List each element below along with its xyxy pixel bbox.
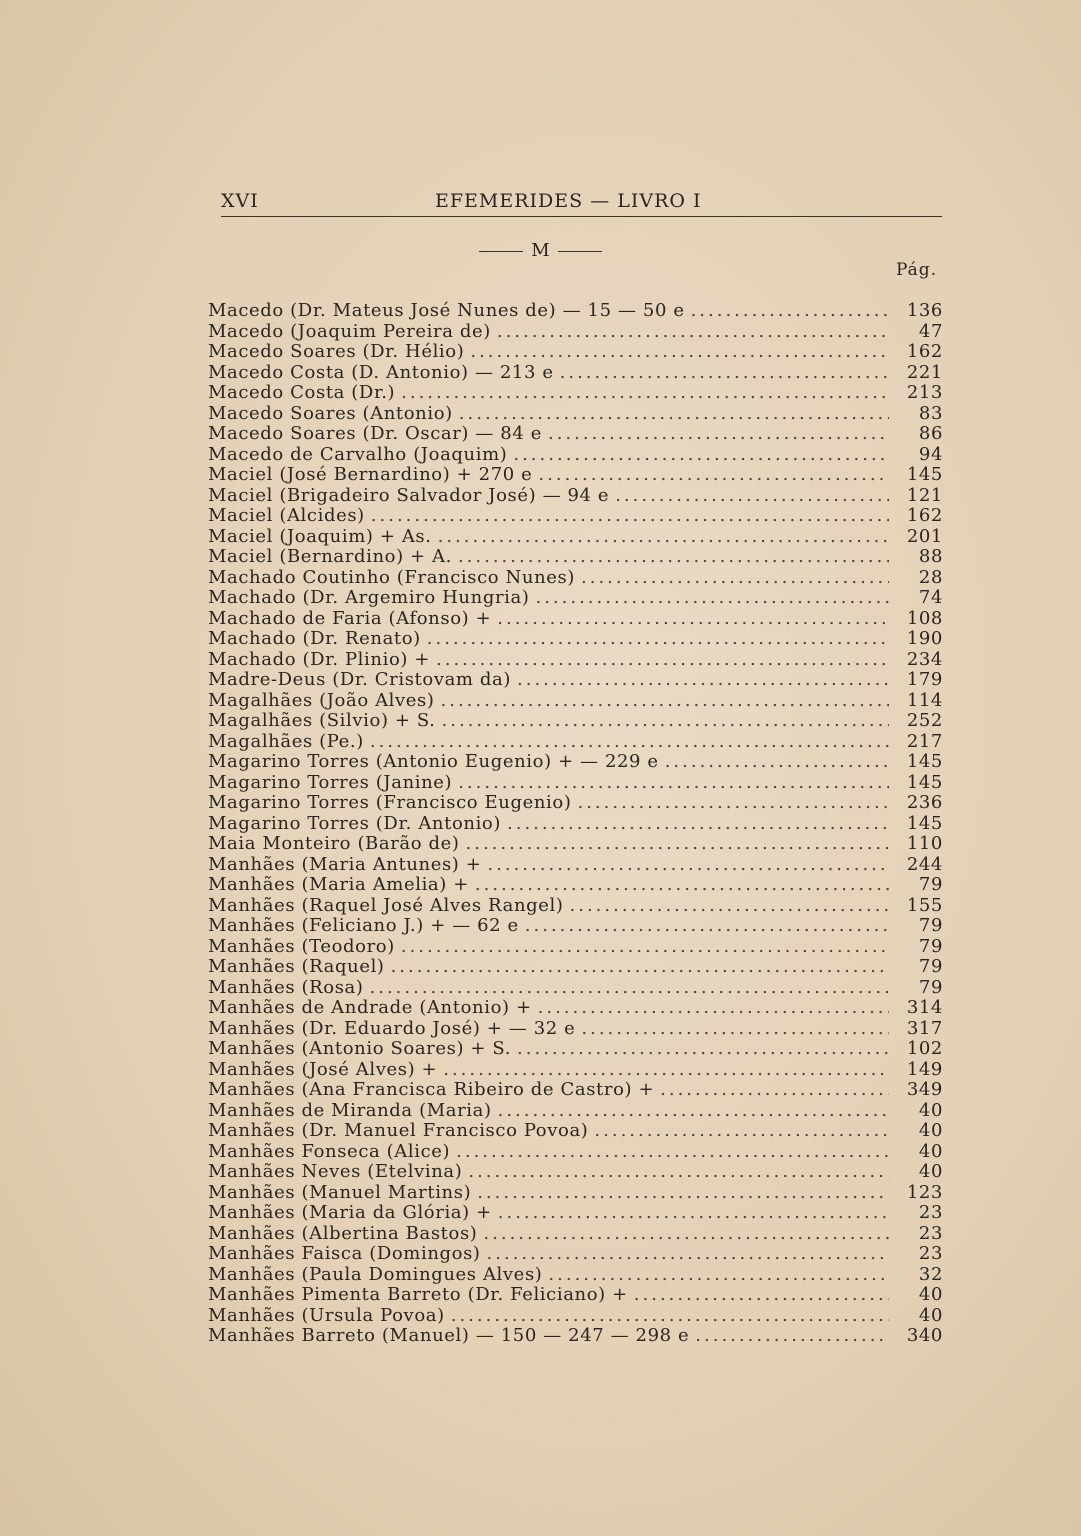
index-entry (208, 813, 943, 834)
leader-dots (451, 1305, 889, 1326)
leader-dots (535, 587, 889, 608)
leader-dots (487, 854, 889, 875)
leader-dots (459, 403, 889, 424)
entry-name: Manhães Fonseca (Alice) (208, 1140, 451, 1162)
index-entry (208, 731, 943, 752)
entry-name: Manhães (Teodoro) (208, 935, 395, 957)
index-entry (208, 423, 943, 444)
leader-dots (594, 1120, 889, 1141)
entry-page-number: 94 (918, 443, 943, 465)
leader-dots (458, 772, 889, 793)
entry-page-number: 40 (918, 1120, 943, 1141)
leader-dots (560, 362, 889, 383)
index-entry (208, 997, 943, 1018)
index-entry (208, 977, 943, 998)
entry-name: Magarino Torres (Dr. Antonio) (208, 812, 501, 834)
entry-page-number: 221 (906, 361, 943, 383)
index-entry (208, 710, 943, 731)
index-entry (208, 956, 943, 977)
page-folio: XVI (221, 190, 259, 212)
entry-page-number: 79 (918, 874, 943, 895)
index-entry (208, 690, 943, 711)
entry-page-number: 114 (906, 689, 943, 711)
index-entry (208, 628, 943, 649)
leader-dots (436, 649, 889, 670)
leader-dots (660, 1079, 889, 1100)
index-entry (208, 341, 943, 362)
entry-name: Magarino Torres (Francisco Eugenio) (208, 792, 572, 813)
index-entry (208, 833, 943, 854)
leader-dots (517, 1038, 889, 1059)
leader-dots (443, 1059, 889, 1080)
entry-page-number: 83 (918, 402, 943, 424)
entry-name: Manhães (Ana Francisca Ribeiro de Castro) + (208, 1079, 655, 1100)
leader-dots (615, 485, 889, 506)
entry-page-number: 123 (906, 1181, 943, 1203)
entry-page-number: 145 (906, 771, 943, 793)
leader-dots (466, 833, 889, 854)
index-entry (208, 321, 943, 342)
entry-name: Manhães de Miranda (Maria) (208, 1099, 492, 1121)
entry-page-number: 190 (906, 628, 943, 649)
entry-page-number: 88 (918, 546, 943, 567)
leader-dots (401, 382, 889, 403)
entry-page-number: 236 (906, 792, 943, 813)
entry-name: Manhães Faisca (Domingos) (208, 1243, 481, 1264)
entry-name: Manhães de Andrade (Antonio) + (208, 997, 532, 1018)
index-entry (208, 526, 943, 547)
entry-page-number: 162 (906, 505, 943, 526)
section-rule-left (479, 251, 523, 252)
entry-name: Manhães (Ursula Povoa) (208, 1304, 445, 1326)
leader-dots (695, 1325, 889, 1346)
leader-dots (577, 792, 889, 813)
leader-dots (401, 936, 889, 957)
leader-dots (438, 526, 889, 547)
entry-page-number: 79 (918, 915, 943, 936)
index-entry (208, 587, 943, 608)
entry-page-number: 121 (906, 484, 943, 506)
entry-page-number: 40 (918, 1304, 943, 1326)
entry-page-number: 47 (918, 320, 943, 342)
leader-dots (570, 895, 889, 916)
leader-dots (665, 751, 889, 772)
leader-dots (442, 710, 890, 731)
index-entry (208, 1059, 943, 1080)
entry-name: Magarino Torres (Janine) (208, 771, 453, 793)
entry-name: Maciel (José Bernardino) + 270 e (208, 464, 533, 485)
section-heading (0, 240, 1081, 261)
entry-page-number: 23 (918, 1202, 943, 1223)
entry-page-number: 162 (906, 341, 943, 362)
entry-name: Manhães (Maria Amelia) + (208, 874, 469, 895)
entry-name: Macedo Costa (Dr.) (208, 382, 396, 403)
entry-page-number: 145 (906, 812, 943, 834)
leader-dots (513, 444, 889, 465)
leader-dots (517, 669, 889, 690)
running-header (221, 188, 942, 217)
entry-name: Maciel (Brigadeiro Salvador José) — 94 e (208, 484, 610, 506)
index-entry (208, 1305, 943, 1326)
section-rule-right (558, 251, 602, 252)
leader-dots (548, 423, 889, 444)
index-entry (208, 1325, 943, 1346)
index-entry (208, 444, 943, 465)
entry-name: Manhães (Paula Domingues Alves) (208, 1263, 543, 1285)
index-entry (208, 403, 943, 424)
index-entry (208, 1079, 943, 1100)
entry-name: Machado (Dr. Plinio) + (208, 648, 431, 670)
entry-page-number: 136 (906, 300, 943, 321)
entry-name: Manhães (Rosa) (208, 976, 364, 998)
entry-page-number: 314 (906, 997, 943, 1018)
entry-page-number: 79 (918, 935, 943, 957)
leader-dots (691, 300, 889, 321)
index-entry (208, 1161, 943, 1182)
entry-name: Manhães (Albertina Bastos) (208, 1222, 478, 1244)
leader-dots (507, 813, 889, 834)
entry-page-number: 79 (918, 956, 943, 977)
leader-dots (371, 505, 889, 526)
leader-dots (538, 997, 889, 1018)
entry-page-number: 145 (906, 751, 943, 772)
leader-dots (441, 690, 889, 711)
leader-dots (477, 1182, 889, 1203)
entry-page-number: 179 (906, 669, 943, 690)
index-entry (208, 1243, 943, 1264)
leader-dots (498, 1100, 889, 1121)
index-entry (208, 1038, 943, 1059)
entry-page-number: 110 (906, 833, 943, 854)
entry-page-number: 23 (918, 1243, 943, 1264)
index-entry (208, 608, 943, 629)
entry-name: Macedo Soares (Dr. Oscar) — 84 e (208, 423, 542, 444)
entry-page-number: 155 (906, 894, 943, 916)
leader-dots (487, 1243, 889, 1264)
index-entries (208, 300, 943, 1346)
leader-dots (456, 1141, 889, 1162)
entry-name: Machado (Dr. Renato) (208, 628, 421, 649)
entry-name: Manhães (Antonio Soares) + S. (208, 1038, 512, 1059)
entry-page-number: 145 (906, 464, 943, 485)
entry-name: Machado Coutinho (Francisco Nunes) (208, 566, 575, 588)
index-entry (208, 669, 943, 690)
leader-dots (581, 1018, 889, 1039)
entry-page-number: 317 (906, 1017, 943, 1039)
entry-name: Manhães (Manuel Martins) (208, 1181, 472, 1203)
leader-dots (468, 1161, 889, 1182)
index-entry (208, 382, 943, 403)
index-entry (208, 895, 943, 916)
index-entry (208, 1120, 943, 1141)
entry-page-number: 86 (918, 423, 943, 444)
index-entry (208, 505, 943, 526)
entry-page-number: 234 (906, 648, 943, 670)
entry-name: Machado (Dr. Argemiro Hungria) (208, 587, 530, 608)
leader-dots (548, 1264, 889, 1285)
leader-dots (538, 464, 889, 485)
entry-name: Manhães (Feliciano J.) + — 62 e (208, 915, 519, 936)
leader-dots (427, 628, 889, 649)
index-entry (208, 1141, 943, 1162)
index-entry (208, 362, 943, 383)
page-column-label: Pág. (896, 260, 938, 280)
entry-name: Macedo (Dr. Mateus José Nunes de) — 15 — 50 e (208, 300, 685, 321)
entry-page-number: 40 (918, 1140, 943, 1162)
index-entry (208, 1018, 943, 1039)
entry-page-number: 201 (906, 525, 943, 547)
entry-page-number: 79 (918, 976, 943, 998)
entry-page-number: 28 (918, 566, 943, 588)
entry-name: Maia Monteiro (Barão de) (208, 833, 460, 854)
entry-page-number: 149 (906, 1058, 943, 1080)
leader-dots (475, 874, 889, 895)
leader-dots (483, 1223, 889, 1244)
entry-name: Maciel (Joaquim) + As. (208, 525, 432, 547)
entry-page-number: 74 (918, 587, 943, 608)
entry-name: Manhães (Maria da Glória) + (208, 1202, 492, 1223)
index-entry (208, 854, 943, 875)
entry-name: Magalhães (Pe.) (208, 730, 364, 752)
entry-name: Macedo Costa (D. Antonio) — 213 e (208, 361, 554, 383)
entry-name: Macedo Soares (Antonio) (208, 402, 453, 424)
entry-page-number: 213 (906, 382, 943, 403)
entry-name: Manhães (Dr. Manuel Francisco Povoa) (208, 1120, 589, 1141)
entry-page-number: 40 (918, 1099, 943, 1121)
leader-dots (470, 341, 889, 362)
entry-name: Magarino Torres (Antonio Eugenio) + — 229 e (208, 751, 659, 772)
entry-name: Manhães Barreto (Manuel) — 150 — 247 — 298 e (208, 1325, 690, 1346)
entry-name: Magalhães (João Alves) (208, 689, 435, 711)
leader-dots (370, 731, 889, 752)
entry-page-number: 23 (918, 1222, 943, 1244)
index-entry (208, 1284, 943, 1305)
index-entry (208, 1202, 943, 1223)
entry-name: Manhães (Raquel) (208, 956, 385, 977)
leader-dots (581, 567, 889, 588)
index-entry (208, 936, 943, 957)
entry-page-number: 252 (906, 710, 943, 731)
index-entry (208, 772, 943, 793)
index-entry (208, 300, 943, 321)
index-entry (208, 649, 943, 670)
entry-page-number: 217 (906, 730, 943, 752)
entry-page-number: 108 (906, 607, 943, 629)
leader-dots (498, 1202, 889, 1223)
leader-dots (370, 977, 890, 998)
leader-dots (458, 546, 889, 567)
leader-dots (525, 915, 889, 936)
running-title: EFEMERIDES — LIVRO I (435, 190, 702, 212)
entry-name: Manhães Neves (Etelvina) (208, 1161, 463, 1182)
entry-name: Maciel (Bernardino) + A. (208, 546, 452, 567)
entry-name: Macedo (Joaquim Pereira de) (208, 320, 491, 342)
section-letter: M (531, 240, 550, 261)
index-entry (208, 485, 943, 506)
entry-name: Manhães Pimenta Barreto (Dr. Feliciano) + (208, 1284, 628, 1305)
entry-name: Manhães (José Alves) + (208, 1058, 438, 1080)
index-entry (208, 546, 943, 567)
leader-dots (497, 321, 889, 342)
leader-dots (497, 608, 889, 629)
entry-name: Macedo Soares (Dr. Hélio) (208, 341, 465, 362)
entry-name: Magalhães (Silvio) + S. (208, 710, 436, 731)
index-entry (208, 1223, 943, 1244)
entry-name: Manhães (Maria Antunes) + (208, 853, 482, 875)
entry-name: Manhães (Raquel José Alves Rangel) (208, 894, 564, 916)
entry-page-number: 340 (906, 1325, 943, 1346)
entry-name: Madre-Deus (Dr. Cristovam da) (208, 669, 511, 690)
entry-page-number: 32 (918, 1263, 943, 1285)
index-entry (208, 1264, 943, 1285)
index-entry (208, 792, 943, 813)
index-entry (208, 874, 943, 895)
entry-page-number: 244 (906, 853, 943, 875)
index-entry (208, 464, 943, 485)
entry-page-number: 102 (906, 1038, 943, 1059)
entry-page-number: 40 (918, 1284, 943, 1305)
index-entry (208, 915, 943, 936)
index-entry (208, 1100, 943, 1121)
entry-name: Macedo de Carvalho (Joaquim) (208, 443, 508, 465)
index-entry (208, 567, 943, 588)
index-entry (208, 751, 943, 772)
entry-name: Manhães (Dr. Eduardo José) + — 32 e (208, 1017, 576, 1039)
leader-dots (391, 956, 889, 977)
entry-page-number: 349 (906, 1079, 943, 1100)
leader-dots (634, 1284, 889, 1305)
entry-page-number: 40 (918, 1161, 943, 1182)
entry-name: Machado de Faria (Afonso) + (208, 607, 492, 629)
entry-name: Maciel (Alcides) (208, 505, 365, 526)
index-entry (208, 1182, 943, 1203)
